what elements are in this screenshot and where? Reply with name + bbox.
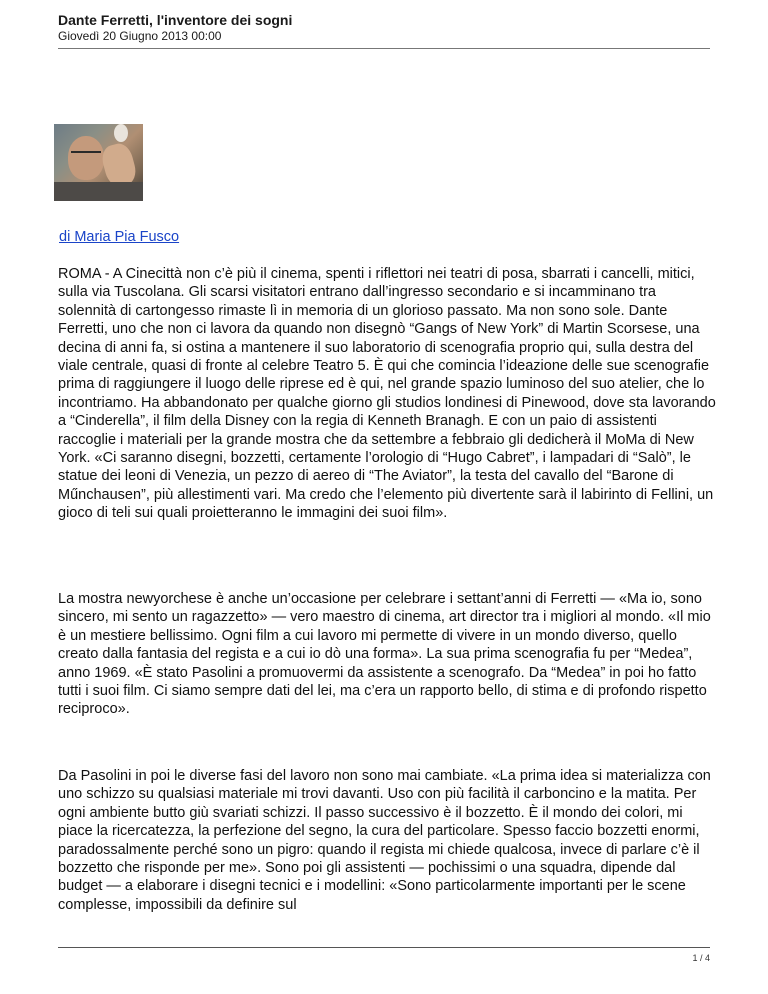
article-paragraph: ROMA - A Cinecittà non c’è più il cinema, spenti i riflettori nei teatri di posa, sbarrati i cancelli, mitici, sulla via Tuscolana. Gli scarsi visitatori entrano dall’ingresso secondario e si incamminano tra solennità di cartongesso rimaste lì in memoria di un glorioso passato. Ma non sono sole. Dante Ferretti, uno che non ci lavora da quando non disegnò “Gangs of New York” di Martin Scorsese, una decina di anni fa, si ostina a mantenere il suo laboratorio di scenografia proprio qui, sulla destra del viale centrale, quasi di fronte al celebre Teatro 5. È qui che comincia l’ideazione delle sue scenografie prima di raggiungere il luogo delle riprese ed è qui, nel grande spazio luminoso del suo atelier, che lo incontriamo. Ha abbandonato per qualche giorno gli studios londinesi di Pinewood, dove sta lavorando a “Cinderella”, il film della Disney con la regia di Kenneth Branagh. E con un paio di assistenti raccoglie i materiali per la grande mostra che da settembre a febbraio gli dedicherà il MoMa di New York. «Ci saranno disegni, bozzetti, certamente l’orologio di “Hugo Cabret”, i lampadari di “Salò”, le statue dei leoni di Venezia, un pezzo di aereo di “The Aviator”, la testa del cavallo del “Barone di Műnchausen”, più allestimenti vari. Ma credo che l’elemento più divertente sarà il labirinto di Fellini, un gioco di teli sui quali proietteranno le immagini dei suoi film». — [58, 266, 716, 522]
author-photo — [54, 124, 143, 201]
publish-date: Giovedì 20 Giugno 2013 00:00 — [58, 29, 222, 43]
document-header — [58, 11, 292, 44]
page-number: 1 / 4 — [692, 953, 710, 963]
author-link[interactable]: di Maria Pia Fusco — [59, 229, 180, 245]
page-title: Dante Ferretti, l'inventore dei sogni — [58, 12, 293, 28]
footer-divider — [58, 947, 710, 948]
article-paragraph: La mostra newyorchese è anche un’occasione per celebrare i settant’anni di Ferretti — «Ma io, sono sincero, mi sento un ragazzetto» — vero maestro di cinema, art director tra i migliori al mondo. «Il mio è un mestiere bellissimo. Ogni film a cui lavoro mi permette di vivere in un mondo diverso, quello creato dalla fantasia del regista e a cui io dò una forma». La sua prima scenografia fu per “Medea”, anno 1969. «È stato Pasolini a promuovermi da assistente a scenografo. Da “Medea” in poi ho fatto tutti i suoi film. Ci siamo sempre dati del lei, ma c’era un rapporto bello, di stima e di profondo rispetto reciproco». — [58, 591, 711, 718]
article-paragraph: Da Pasolini in poi le diverse fasi del lavoro non sono mai cambiate. «La prima idea si materializza con uno schizzo su qualsiasi materiale mi trovi davanti. Uso con più facilità il carboncino e la matita. Per ogni ambiente butto giù svariati schizzi. Il passo successivo è il bozzetto. È il mondo dei colori, mi piace la ricercatezza, la perfezione del segno, la cura del particolare. Spesso faccio bozzetti enormi, paradossalmente perché sono un pigro: quando il regista mi chiede qualcosa, invece di parlare c’è il bozzetto che risponde per me». Sono poi gli assistenti — pochissimi o una squadra, dipende dal budget — a elaborare i disegni tecnici e i modellini: «Sono particolarmente importanti per le scene complesse, impossibili da definire sul — [58, 768, 711, 913]
header-divider — [58, 48, 710, 49]
